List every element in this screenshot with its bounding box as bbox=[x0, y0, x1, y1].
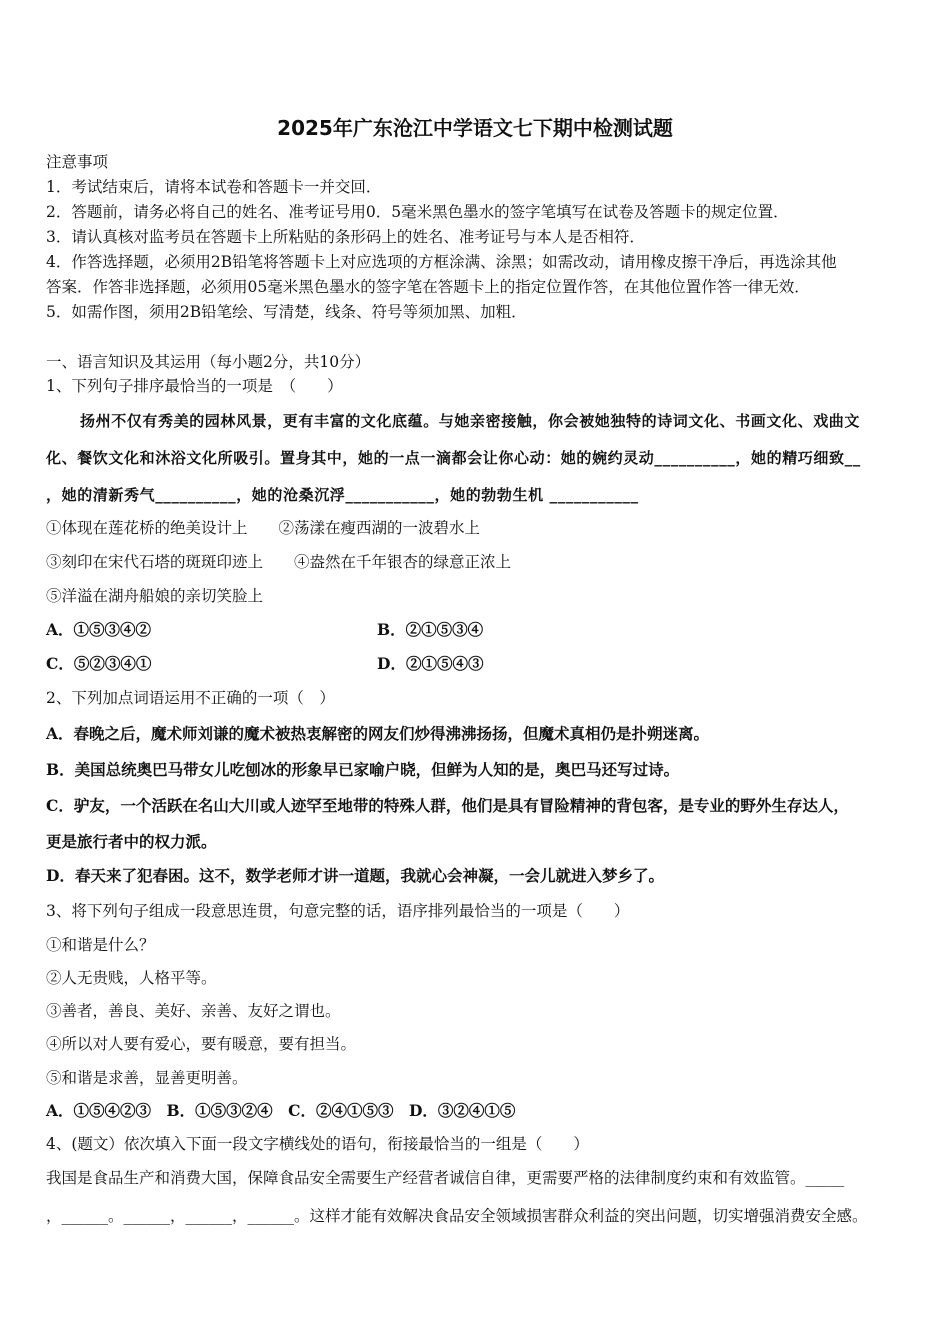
notice-item: 2．答题前，请务必将自己的姓名、准考证号用0．5毫米黑色墨水的签字笔填写在试卷及答题卡的规定位置． bbox=[46, 203, 789, 221]
option-a: A．春晚之后，魔术师刘谦的魔术被热衷解密的网友们炒得沸沸扬扬，但魔术真相仍是扑朔迷离。 bbox=[46, 724, 710, 743]
notice-item: 5．如需作图，须用2B铅笔绘、写清楚，线条、符号等须加黑、加粗． bbox=[46, 303, 527, 321]
question-stem: 2、下列加点词语运用不正确的一项（ ） bbox=[46, 689, 335, 707]
sentence-item: ③刻印在宋代石塔的斑斑印迹上 ④盎然在千年银杏的绿意正浓上 bbox=[46, 553, 512, 571]
notice-item: 4．作答选择题，必须用2B铅笔将答题卡上对应选项的方框涂满、涂黑；如需改动，请用橡皮擦干净后，再选涂其他 bbox=[46, 253, 837, 271]
passage-line: ，她的清新秀气__________，她的沧桑沉浮___________，她的勃勃生机 ___________ bbox=[46, 486, 639, 504]
notice-item: 答案．作答非选择题，必须用05毫米黑色墨水的签字笔在答题卡上的指定位置作答，在其他位置作答一律无效． bbox=[46, 278, 810, 296]
question-stem: 4、(题文）依次填入下面一段文字横线处的语句，衔接最恰当的一组是（ ） bbox=[46, 1135, 589, 1153]
question-stem: 3、将下列句子组成一段意思连贯，句意完整的话，语序排列最恰当的一项是（ ） bbox=[46, 902, 630, 920]
option-d: D．②①⑤④③ bbox=[377, 654, 484, 673]
section-heading: 一、语言知识及其运用（每小题2分，共10分） bbox=[46, 353, 371, 371]
notice-item: 3．请认真核对监考员在答题卡上所粘贴的条形码上的姓名、准考证号与本人是否相符． bbox=[46, 228, 645, 246]
option-c-cont: 更是旅行者中的权力派。 bbox=[46, 832, 217, 851]
page-title: 2025年广东沧江中学语文七下期中检测试题 bbox=[277, 116, 673, 140]
notice-item: 1．考试结束后，请将本试卷和答题卡一并交回． bbox=[46, 178, 382, 196]
option-c: C．驴友，一个活跃在名山大川或人迹罕至地带的特殊人群，他们是具有冒险精神的背包客，是专业的野外生存达人， bbox=[46, 796, 849, 815]
sentence-item: ①和谐是什么？ bbox=[46, 936, 155, 954]
sentence-item: ⑤和谐是求善，显善更明善。 bbox=[46, 1069, 248, 1087]
option-c: C．⑤②③④① bbox=[46, 654, 152, 673]
sentence-item: ③善者，善良、美好、亲善、友好之谓也。 bbox=[46, 1002, 341, 1020]
sentence-item: ①体现在莲花桥的绝美设计上 ②荡漾在瘦西湖的一波碧水上 bbox=[46, 519, 481, 537]
option-b: B．美国总统奥巴马带女儿吃刨冰的形象早已家喻户晓，但鲜为人知的是，奥巴马还写过诗。 bbox=[46, 760, 680, 779]
sentence-item: ⑤洋溢在湖舟船娘的亲切笑脸上 bbox=[46, 587, 264, 605]
notice-heading: 注意事项 bbox=[46, 153, 109, 171]
options-row: A．①⑤④②③ B．①⑤③②④ C．②④①⑤③ D．③②④①⑤ bbox=[46, 1101, 516, 1120]
option-b: B．②①⑤③④ bbox=[377, 620, 484, 639]
passage-line: ，______。______，______，______。这样才能有效解决食品安全领域损害群众利益的突出问题，切实增强消费安全感。 bbox=[46, 1207, 868, 1225]
passage-line: 我国是食品生产和消费大国，保障食品安全需要生产经营者诚信自律，更需要严格的法律制度约束和有效监管。_____ bbox=[46, 1169, 845, 1187]
option-a: A．①⑤③④② bbox=[46, 620, 152, 639]
passage-line: 扬州不仅有秀美的园林风景，更有丰富的文化底蕴。与她亲密接触，你会被她独特的诗词文化、书画文化、戏曲文 bbox=[80, 412, 861, 430]
sentence-item: ④所以对人要有爱心，要有暖意，要有担当。 bbox=[46, 1035, 357, 1053]
sentence-item: ②人无贵贱，人格平等。 bbox=[46, 969, 217, 987]
question-stem: 1、下列句子排序最恰当的一项是 （ ） bbox=[46, 377, 343, 395]
passage-line: 化、餐饮文化和沐浴文化所吸引。置身其中，她的一点一滴都会让你心动：她的婉约灵动__________，她的精巧细致__ bbox=[46, 449, 861, 467]
option-d: D．春天来了犯春困。这不，数学老师才讲一道题，我就心会神凝，一会儿就进入梦乡了。 bbox=[46, 866, 664, 885]
